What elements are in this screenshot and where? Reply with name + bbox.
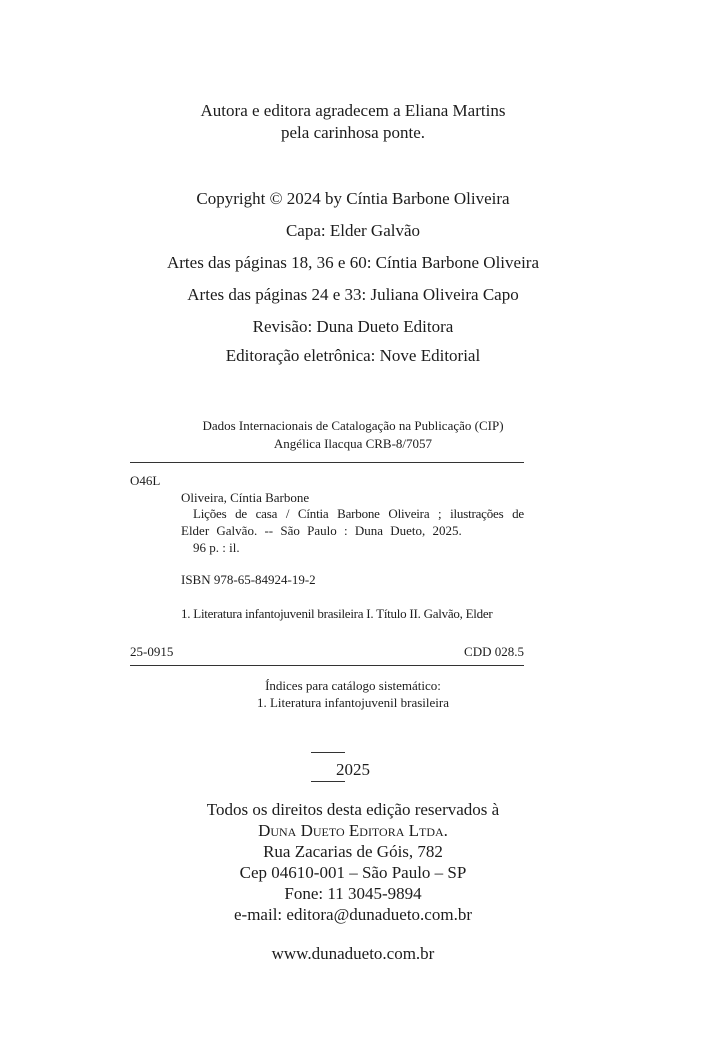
revision-credit: Revisão: Duna Dueto Editora: [252, 317, 454, 336]
cip-librarian: Angélica Ilacqua CRB-8/7057: [273, 436, 433, 451]
publisher-phone: Fone: 11 3045-9894: [284, 884, 422, 903]
publisher-website: www.dunadueto.com.br: [271, 944, 435, 963]
copyright-line: Copyright © 2024 by Cíntia Barbone Oliveira: [196, 189, 510, 208]
cip-isbn: ISBN 978-65-84924-19-2: [181, 572, 316, 587]
desktop-publishing-credit: Editoração eletrônica: Nove Editorial: [225, 346, 481, 365]
art-credit-1: Artes das páginas 18, 36 e 60: Cíntia Barbone Oliveira: [166, 253, 540, 272]
cip-title-line-2: Elder Galvão. -- São Paulo : Duna Dueto, 2025.: [181, 523, 462, 538]
index-entry: 1. Literatura infantojuvenil brasileira: [256, 695, 450, 710]
index-title: Índices para catálogo sistemático:: [265, 678, 441, 693]
cip-header: Dados Internacionais de Catalogação na Publicação (CIP): [202, 418, 504, 433]
cover-credit: Capa: Elder Galvão: [285, 221, 421, 240]
cip-record-number: 25-0915: [130, 644, 174, 659]
cip-title-line-1: Lições de casa / Cíntia Barbone Oliveira ; ilustrações de: [193, 506, 524, 521]
publisher-name: Duna Dueto Editora Ltda.: [258, 821, 448, 840]
cip-top-divider: [130, 462, 524, 463]
cip-pages: 96 p. : il.: [193, 540, 240, 555]
year-top-rule: [311, 752, 345, 753]
publisher-cep: Cep 04610-001 – São Paulo – SP: [239, 863, 467, 882]
cip-bottom-divider: [130, 665, 524, 666]
acknowledgement-line-2: pela carinhosa ponte.: [281, 123, 425, 142]
publisher-email: e-mail: editora@dunadueto.com.br: [234, 905, 472, 924]
art-credit-2: Artes das páginas 24 e 33: Juliana Oliveira Capo: [187, 285, 519, 304]
publisher-street: Rua Zacarias de Góis, 782: [263, 842, 443, 861]
cip-author: Oliveira, Cíntia Barbone: [181, 490, 310, 505]
acknowledgement-line-1: Autora e editora agradecem a Eliana Martins: [200, 101, 506, 120]
publication-year: 2025: [336, 760, 370, 779]
cip-call-number: O46L: [130, 473, 161, 488]
rights-statement: Todos os direitos desta edição reservados à: [206, 800, 500, 819]
cip-cdd: CDD 028.5: [464, 644, 524, 659]
cip-subjects: 1. Literatura infantojuvenil brasileira I. Título II. Galvão, Elder: [181, 606, 493, 621]
year-bottom-rule: [311, 781, 345, 782]
